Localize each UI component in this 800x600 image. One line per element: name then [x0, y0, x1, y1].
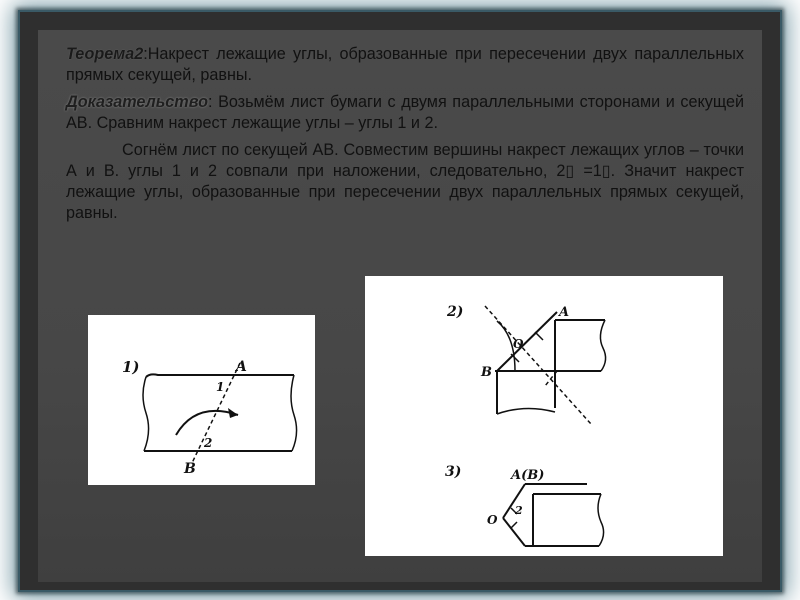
figure-3-number: 3) — [445, 464, 462, 480]
theorem-label: Теорема2 — [66, 45, 144, 63]
explanation-text: Согнём лист по секущей АВ. Совместим вершины накрест лежащих углов – точки А и В. углы 1 и 2 совпали при наложении, следовательно, 2▯ =1▯. Значит накрест лежащие углы, образованные при пересечении двух параллельных прямых секущей, равны. — [66, 141, 744, 222]
fig2-label-a: A — [559, 305, 570, 320]
proof-paragraph — [66, 92, 744, 134]
slide-text — [66, 44, 744, 230]
arrow-head — [228, 408, 238, 418]
fig1-label-b: B — [184, 461, 196, 477]
fig1-label-a: A — [236, 359, 247, 375]
figure-2-3 — [365, 276, 723, 556]
fig2-label-o: O — [513, 337, 524, 351]
fig3-label-o: O — [487, 513, 498, 527]
theorem-paragraph — [66, 44, 744, 86]
figure-2-number: 2) — [447, 304, 464, 320]
fig3-label-ab: A(B) — [511, 468, 545, 483]
proof-label: Доказательство — [66, 93, 208, 111]
fig2-label-b: B — [481, 365, 492, 380]
fig3-label-2: 2 — [515, 504, 523, 517]
figure-1 — [88, 315, 315, 485]
proof-text: : Возьмём лист бумаги с двумя параллельными сторонами и секущей АВ. Сравним накрест лежащие углы – углы 1 и 2. — [66, 93, 744, 132]
figure-1-number: 1) — [122, 358, 140, 376]
theorem-text: :Накрест лежащие углы, образованные при пересечении двух параллельных прямых секущей, равны. — [66, 45, 744, 84]
explanation-paragraph — [66, 140, 744, 224]
fig1-label-2: 2 — [204, 436, 213, 450]
fig1-label-1: 1 — [216, 380, 225, 394]
